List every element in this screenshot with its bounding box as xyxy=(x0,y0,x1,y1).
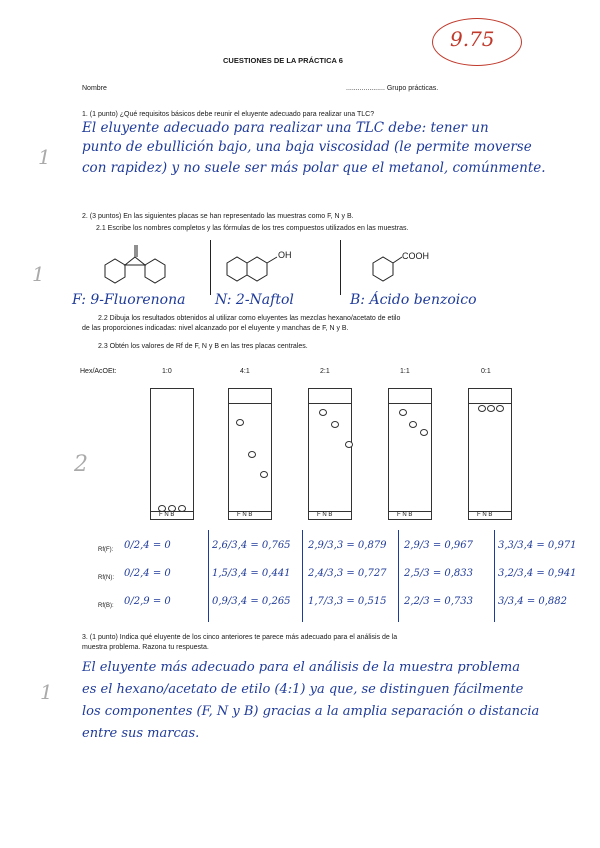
compound-name-b: B: Ácido benzoico xyxy=(350,292,477,308)
ratio-1: 1:0 xyxy=(162,368,172,375)
fluorenone-structure xyxy=(85,235,195,295)
rf-divider-1 xyxy=(208,530,209,622)
lane-labels: F N B xyxy=(237,512,253,518)
spot-b xyxy=(260,471,268,478)
ratio-3: 2:1 xyxy=(320,368,330,375)
rf-label-f: Rf(F): xyxy=(98,547,114,553)
rf-label-b: Rf(B): xyxy=(98,603,114,609)
spot-b xyxy=(178,505,186,512)
q3-answer-line-2: es el hexano/acetato de etilo (4:1) ya que, se distinguen fácilmente xyxy=(82,682,524,697)
compound-name-f: F: 9-Fluorenona xyxy=(72,292,186,308)
rf-b-5: 3/3,4 = 0,882 xyxy=(498,596,567,607)
ratio-5: 0:1 xyxy=(481,368,491,375)
ratio-4: 1:1 xyxy=(400,368,410,375)
rf-divider-3 xyxy=(398,530,399,622)
name-label: Nombre xyxy=(82,85,107,92)
spot-b xyxy=(496,405,504,412)
q3-answer-line-4: entre sus marcas. xyxy=(82,726,200,741)
divider-1 xyxy=(210,240,211,295)
rf-b-1: 0/2,9 = 0 xyxy=(124,596,171,607)
q3-heading-2: muestra problema. Razona tu respuesta. xyxy=(82,644,209,651)
rf-label-n: Rf(N): xyxy=(98,575,114,581)
spot-n xyxy=(487,405,495,412)
q2-margin-mark-a: 1 xyxy=(32,262,45,286)
rf-f-1: 0/2,4 = 0 xyxy=(124,540,171,551)
spot-f xyxy=(478,405,486,412)
spot-n xyxy=(248,451,256,458)
lane-labels: F N B xyxy=(317,512,333,518)
tlc-plate-4 xyxy=(388,388,432,520)
spot-n xyxy=(331,421,339,428)
q1-margin-mark: 1 xyxy=(38,145,51,169)
rf-f-2: 2,6/3,4 = 0,765 xyxy=(212,540,291,551)
rf-n-1: 0/2,4 = 0 xyxy=(124,568,171,579)
q2-sub3: 2.3 Obtén los valores de Rf de F, N y B en las tres placas centrales. xyxy=(98,343,308,350)
solvent-front xyxy=(229,403,271,404)
rf-f-4: 2,9/3 = 0,967 xyxy=(404,540,473,551)
q2-sub2a: 2.2 Dibuja los resultados obtenidos al utilizar como eluyentes las mezclas hexano/acetato de etilo xyxy=(98,315,401,322)
solvent-front xyxy=(389,403,431,404)
spot-n xyxy=(409,421,417,428)
rf-b-3: 1,7/3,3 = 0,515 xyxy=(308,596,387,607)
q2-sub2b: de las proporciones indicadas: nivel alcanzado por el eluyente y manchas de F, N y B. xyxy=(82,325,349,332)
rf-divider-2 xyxy=(302,530,303,622)
q1-answer-line-1: El eluyente adecuado para realizar una TLC debe: tener un xyxy=(82,120,489,136)
spot-b xyxy=(420,429,428,436)
solvent-front xyxy=(469,403,511,404)
spot-n xyxy=(168,505,176,512)
rf-f-5: 3,3/3,4 = 0,971 xyxy=(498,540,577,551)
tlc-plate-1 xyxy=(150,388,194,520)
group-label: .................... Grupo prácticas. xyxy=(346,85,439,92)
rf-n-5: 3,2/3,4 = 0,941 xyxy=(498,568,577,579)
q2-heading: 2. (3 puntos) En las siguientes placas se han representado las muestras como F, N y B. xyxy=(82,213,354,220)
tlc-plate-2 xyxy=(228,388,272,520)
q3-answer-line-3: los componentes (F, N y B) gracias a la amplia separación o distancia xyxy=(82,704,540,719)
rf-f-3: 2,9/3,3 = 0,879 xyxy=(308,540,387,551)
rf-b-4: 2,2/3 = 0,733 xyxy=(404,596,473,607)
rf-n-2: 1,5/3,4 = 0,441 xyxy=(212,568,291,579)
rf-n-4: 2,5/3 = 0,833 xyxy=(404,568,473,579)
solvent-front xyxy=(309,403,351,404)
tlc-plate-3 xyxy=(308,388,352,520)
compound-name-n: N: 2-Naftol xyxy=(215,292,294,308)
q1-answer-line-3: con rapidez) y no suele ser más polar que el metanol, comúnmente. xyxy=(82,160,546,176)
q3-margin-mark: 1 xyxy=(40,680,53,704)
spot-f xyxy=(319,409,327,416)
rf-n-3: 2,4/3,3 = 0,727 xyxy=(308,568,387,579)
tlc-plate-5 xyxy=(468,388,512,520)
spot-f xyxy=(399,409,407,416)
q3-answer-line-1: El eluyente más adecuado para el análisis de la muestra problema xyxy=(82,660,520,675)
q2-sub1: 2.1 Escribe los nombres completos y las fórmulas de los tres compuestos utilizados en las muestras. xyxy=(96,225,409,232)
ratio-2: 4:1 xyxy=(240,368,250,375)
divider-2 xyxy=(340,240,341,295)
page-title: CUESTIONES DE LA PRÁCTICA 6 xyxy=(223,56,343,65)
q3-heading: 3. (1 punto) Indica qué eluyente de los cinco anteriores te parece más adecuado para el análisis de la xyxy=(82,634,398,641)
lane-labels: F N B xyxy=(477,512,493,518)
q2-margin-mark-b: 2 xyxy=(74,452,88,477)
ratio-label: Hex/AcOEt: xyxy=(80,368,117,375)
spot-f xyxy=(158,505,166,512)
rf-divider-4 xyxy=(494,530,495,622)
rf-b-2: 0,9/3,4 = 0,265 xyxy=(212,596,291,607)
cooh-label: COOH xyxy=(402,251,429,261)
lane-labels: F N B xyxy=(159,512,175,518)
q1-answer-line-2: punto de ebullición bajo, una baja viscosidad (le permite moverse xyxy=(82,139,532,155)
q1-heading: 1. (1 punto) ¿Qué requisitos básicos debe reunir el eluyente adecuado para realizar una TLC? xyxy=(82,111,375,118)
spot-b xyxy=(345,441,353,448)
grade: 9.75 xyxy=(450,27,495,51)
oh-label: OH xyxy=(278,250,292,260)
lane-labels: F N B xyxy=(397,512,413,518)
spot-f xyxy=(236,419,244,426)
